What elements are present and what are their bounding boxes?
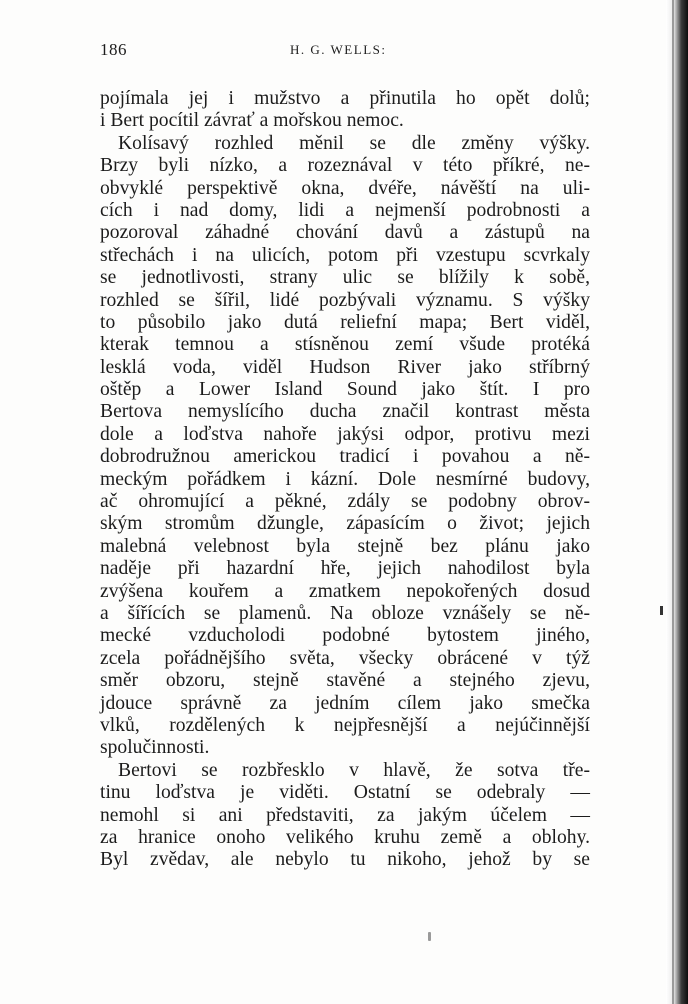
text-line: za hranice onoho velikého kruhu země a oblohy. <box>100 826 590 848</box>
text-line: pozoroval záhadné chování davů a zástupů na <box>100 222 590 244</box>
print-speck <box>660 606 663 615</box>
text-line: Kolísavý rozhled měnil se dle změny výšky. <box>118 132 590 154</box>
text-line: to působilo jako dutá reliefní mapa; Bert viděl, <box>100 311 590 333</box>
text-line: Brzy byli nízko, a rozeznával v této příkré, ne- <box>100 155 590 177</box>
text-line: Byl zvědav, ale nebylo tu nikoho, jehož by se <box>100 849 590 871</box>
text-line: obvyklé perspektivě okna, dvéře, návěští na uli- <box>100 177 590 199</box>
text-line: ským stromům džungle, zápasícím o život; jejich <box>100 513 590 535</box>
text-line: Bertovi se rozbřesklo v hlavě, že sotva tře- <box>118 759 590 781</box>
text-line: dobrodružnou americkou tradicí i povahou a ně- <box>100 446 590 468</box>
text-line: střechách i na ulicích, potom při vzestupu scvrkaly <box>100 244 590 266</box>
text-line: vlků, rozdělených k nejpřesnější a nejúčinnější <box>100 714 590 736</box>
text-line: cích i nad domy, lidi a nejmenší podrobnosti a <box>100 199 590 221</box>
text-line: jdouce správně za jedním cílem jako smečka <box>100 692 590 714</box>
text-line: dole a loďstva nahoře jakýsi odpor, protivu mezi <box>100 423 590 445</box>
text-line: rozhled se šířil, lidé pozbývali významu. S výšky <box>100 289 590 311</box>
text-line: naděje při hazardní hře, jejich nahodilost byla <box>100 558 590 580</box>
text-line: ač ohromující a pěkné, zdály se podobny obrov- <box>100 491 590 513</box>
text-line: i Bert pocítil závrať a mořskou nemoc. <box>100 110 404 132</box>
text-line: mecké vzducholodi podobné bytostem jiného, <box>100 625 590 647</box>
text-line: zvýšena kouřem a zmatkem nepokořených dosud <box>100 580 590 602</box>
page-number: 186 <box>100 40 127 59</box>
page-edge-line <box>672 0 674 1004</box>
text-line: malebná velebnost byla stejně bez plánu jako <box>100 535 590 557</box>
text-line: tinu loďstva je viděti. Ostatní se odebraly — <box>100 782 590 804</box>
body-text <box>100 88 590 872</box>
text-line: směr obzoru, stejně stavěné a stejného zjevu, <box>100 670 590 692</box>
text-line: oštěp a Lower Island Sound jako štít. I pro <box>100 379 590 401</box>
text-line: kterak temnou a stísněnou zemí všude protéká <box>100 334 590 356</box>
page-binding-edge <box>666 0 688 1004</box>
text-line: Bertova nemyslícího ducha značil kontrast města <box>100 401 590 423</box>
text-line: meckým pořádkem i kázní. Dole nesmírné budovy, <box>100 468 590 490</box>
text-line: a šířících se plamenů. Na obloze vznášely se ně- <box>100 602 590 624</box>
text-line: nemohl si ani představiti, za jakým účelem — <box>100 804 590 826</box>
print-speck <box>428 932 431 941</box>
text-line: spolučinnosti. <box>100 737 210 759</box>
page-header <box>100 40 595 62</box>
text-line: pojímala jej i mužstvo a přinutila ho opět dolů; <box>100 88 590 109</box>
running-head: H. G. WELLS: <box>290 42 387 57</box>
text-line: se jednotlivosti, strany ulic se blížily k sobě, <box>100 267 590 289</box>
text-line: zcela pořádnějšího světa, všecky obrácené v týž <box>100 647 590 669</box>
text-line: lesklá voda, viděl Hudson River jako stříbrný <box>100 356 590 378</box>
